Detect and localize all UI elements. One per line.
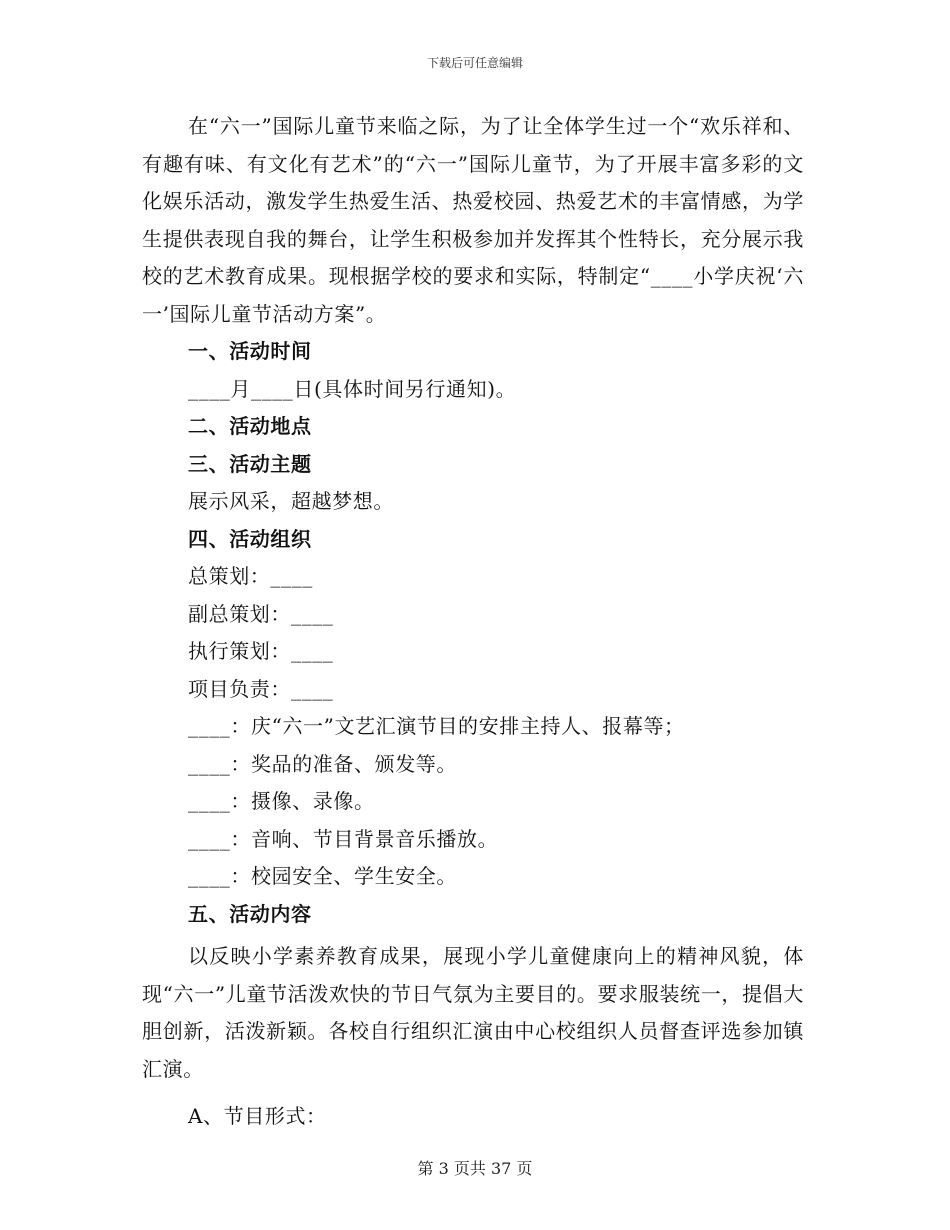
org-line-chief-planner: 总策划：____ <box>188 564 313 588</box>
org-line-deputy-planner: 副总策划：____ <box>188 601 334 626</box>
activity-theme-text: 展示风采，超越梦想。 <box>188 489 394 513</box>
activity-content-paragraph: 以反映小学素养教育成果，展现小学儿童健康向上的精神风貌，体现“六一”儿童节活泼欢快的节日气氛为主要目的。要求服装统一，提倡大胆创新，活泼新颖。各校自行组织汇演由中心校组织人员督查评选参加镇汇演。 <box>142 944 804 1081</box>
heading-activity-organization: 四、活动组织 <box>188 526 312 551</box>
org-line-safety: ____：校园安全、学生安全。 <box>188 864 457 888</box>
page-header: 下载后可任意编辑 <box>426 56 523 70</box>
heading-activity-content: 五、活动内容 <box>188 901 312 926</box>
org-line-project-lead: 项目负责：____ <box>188 676 334 701</box>
org-line-program-host: ____：庆“六一”文艺汇演节目的安排主持人、报幕等； <box>188 714 685 738</box>
document-body <box>142 108 804 1136</box>
page-footer: 第 3 页共 37 页 <box>417 1159 533 1178</box>
heading-activity-time: 一、活动时间 <box>188 339 312 363</box>
intro-paragraph: 在“六一”国际儿童节来临之际，为了让全体学生过一个“欢乐祥和、有趣有味、有文化有艺术”的“六一”国际儿童节，为了开展丰富多彩的文化娱乐活动，激发学生热爱生活、热爱校园、热爱艺术的丰富情感，为学生提供表现自我的舞台，让学生积极参加并发挥其个性特长，充分展示我校的艺术教育成果。现根据学校的要求和实际，特制定“____小学庆祝‘六一’国际儿童节活动方案”。 <box>142 114 804 326</box>
program-form-label: A、节目形式： <box>188 1104 327 1128</box>
heading-activity-theme: 三、活动主题 <box>188 451 312 476</box>
org-line-executive-planner: 执行策划：____ <box>188 639 334 663</box>
org-line-video: ____：摄像、录像。 <box>188 789 375 813</box>
org-line-audio: ____：音响、节目背景音乐播放。 <box>188 826 499 851</box>
org-line-prizes: ____：奖品的准备、颁发等。 <box>188 751 457 776</box>
heading-activity-place: 二、活动地点 <box>188 414 312 438</box>
activity-time-text: ____月____日(具体时间另行通知)。 <box>188 376 517 401</box>
